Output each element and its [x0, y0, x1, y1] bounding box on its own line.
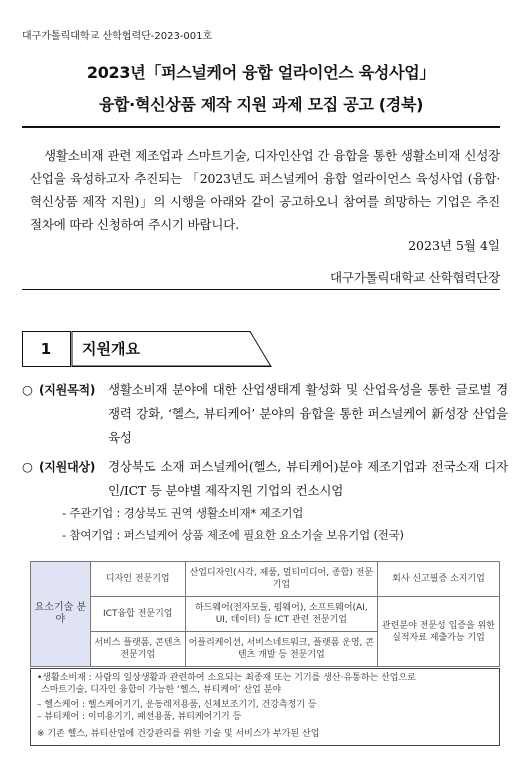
table-row	[31, 562, 500, 597]
intro-paragraph: 생활소비재 관련 제조업과 스마트기술, 디자인산업 간 융합을 통한 생활소비재 신성장 산업을 육성하고자 추진되는 「2023년도 퍼스널케어 융합 얼라이언스 육성사업 (융합·혁신상품 제작 지원)」의 시행을 아래와 같이 공고하오니 참여를 희망하는 기업은 추진절차에 따라 신청하여 주시기 바랍니다.	[30, 148, 500, 232]
lead-company-line: - 주관기업 : 경상북도 권역 생활소비재* 제조기업	[62, 506, 304, 520]
item-text: 경상북도 소재 퍼스널케어(헬스, 뷰티케어)분야 제조기업과 전국소재 디자인/ICT 등 분야별 제작지원 기업의 컨소시엄	[108, 459, 508, 498]
section-header	[22, 331, 272, 367]
footnote-line: – 헬스케어 : 헬스케어기기, 운동레저용품, 신체보조기기, 건강측정기 등	[37, 700, 317, 710]
table-cell: 어플리케이션, 서비스네트워크, 플랫폼 운영, 콘텐츠 개발 등 전문기업	[185, 632, 377, 667]
page-subtitle: 융합·혁신상품 제작 지원 과제 모집 공고 (경북)	[98, 95, 424, 114]
footnote-line: ※ 기존 헬스, 뷰티산업에 건강관리를 위한 기술 및 서비스가 부가된 산업	[37, 729, 320, 739]
item-text: 생활소비재 분야에 대한 산업생태계 활성화 및 산업육성을 통한 글로벌 경쟁력 강화, ‘헬스, 뷰티케어’ 분야의 융합을 통한 퍼스널케어 新성장 산업을 육성	[108, 382, 508, 445]
table-cell: ICT융합 전문기업	[90, 597, 185, 632]
header-divider	[22, 289, 500, 290]
title-divider	[22, 126, 500, 128]
footnote-box	[30, 668, 500, 746]
announcement-date: 2023년 5월 4일	[408, 238, 500, 253]
footnote-line: •생활소비재 : 사람의 일상생활과 관련하여 소요되는 최종재 또는 기기를 생산·유통하는 산업으로	[37, 673, 416, 683]
table-row	[31, 597, 500, 632]
section-title: 지원개요	[82, 340, 140, 358]
table-row-header: 요소기술 분야	[31, 562, 91, 667]
table-cell: 하드웨어(전자모듈, 펌웨어), 소프트웨어(AI, UI, 데이터) 등 ICT 관련 전문기업	[185, 597, 377, 632]
page-title: 2023년「퍼스널케어 융합 얼라이언스 육성사업」	[86, 63, 436, 82]
table-cell: 서비스 플랫폼, 콘텐츠 전문기업	[90, 632, 185, 667]
item-label: (지원대상)	[39, 460, 96, 474]
item-label: (지원목적)	[39, 383, 96, 397]
footnote-line: – 뷰티케어 : 이미용기기, 패션용품, 뷰티케어기기 등	[37, 712, 242, 722]
document-number: 대구가톨릭대학교 산학협력단-2023-001호	[22, 31, 213, 42]
section-number: 1	[40, 340, 52, 358]
issuing-organization: 대구가톨릭대학교 산학협력단장	[329, 270, 500, 285]
table-cell: 산업디자인(시각, 제품, 멀티미디어, 종합) 전문 기업	[185, 562, 377, 597]
circle-bullet-icon: ○	[22, 382, 33, 397]
participating-company-line: - 참여기업 : 퍼스널케어 상품 제조에 필요한 요소기술 보유기업 (전국)	[62, 528, 404, 542]
table-cell: 회사 신고필증 소지기업	[377, 562, 499, 597]
table-cell: 관련분야 전문성 입증을 위한 실적자료 제출가능 기업	[377, 597, 499, 667]
circle-bullet-icon: ○	[22, 459, 33, 474]
footnote-line: 스마트기술, 디자인 융합이 가능한 ‘헬스, 뷰티케어’ 산업 분야	[41, 685, 282, 695]
element-technology-table	[30, 561, 500, 667]
table-cell: 디자인 전문기업	[90, 562, 185, 597]
